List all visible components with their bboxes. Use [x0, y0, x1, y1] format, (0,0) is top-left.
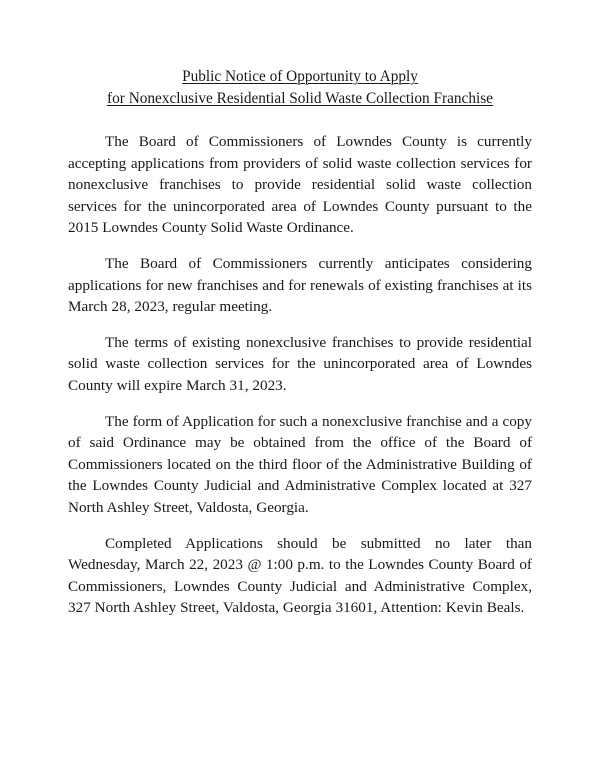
document-content: [68, 0, 532, 619]
page-title-line-2-row: [68, 88, 532, 110]
page-title-line-1-row: [68, 66, 532, 88]
paragraph-3: The terms of existing nonexclusive franchises to provide residential solid waste collection services for the unincorporated area of Lowndes County will expire March 31, 2023.: [68, 333, 532, 394]
paragraph-2: The Board of Commissioners currently anticipates considering applications for new franchises and for renewals of existing franchises at its March 28, 2023, regular meeting.: [68, 254, 532, 316]
paragraph-5: Completed Applications should be submitted no later than Wednesday, March 22, 2023 @ 1:00 p.m. to the Lowndes County Board of Commissioners, Lowndes County Judicial and Administrative Complex, 327 North Ashley Street, Valdosta, Georgia 31601, Attention: Kevin Beals.: [68, 534, 532, 617]
page-title: [68, 0, 532, 109]
paragraph-4: The form of Application for such a nonexclusive franchise and a copy of said Ordinance may be obtained from the office of the Board of Commissioners located on the third floor of the Administrative Building of the Lowndes County Judicial and Administrative Complex located at 327 North Ashley Street, Valdosta, Georgia.: [68, 412, 532, 516]
page-title-line-2: for Nonexclusive Residential Solid Waste Collection Franchise: [107, 89, 493, 107]
paragraph-1: The Board of Commissioners of Lowndes County is currently accepting applications from providers of solid waste collection services for nonexclusive franchises to provide residential solid waste collection services for the unincorporated area of Lowndes County pursuant to the 2015 Lowndes County Solid Waste Ordinance.: [68, 133, 532, 237]
page-title-line-1: Public Notice of Opportunity to Apply: [182, 68, 418, 85]
document-body: [68, 131, 532, 619]
